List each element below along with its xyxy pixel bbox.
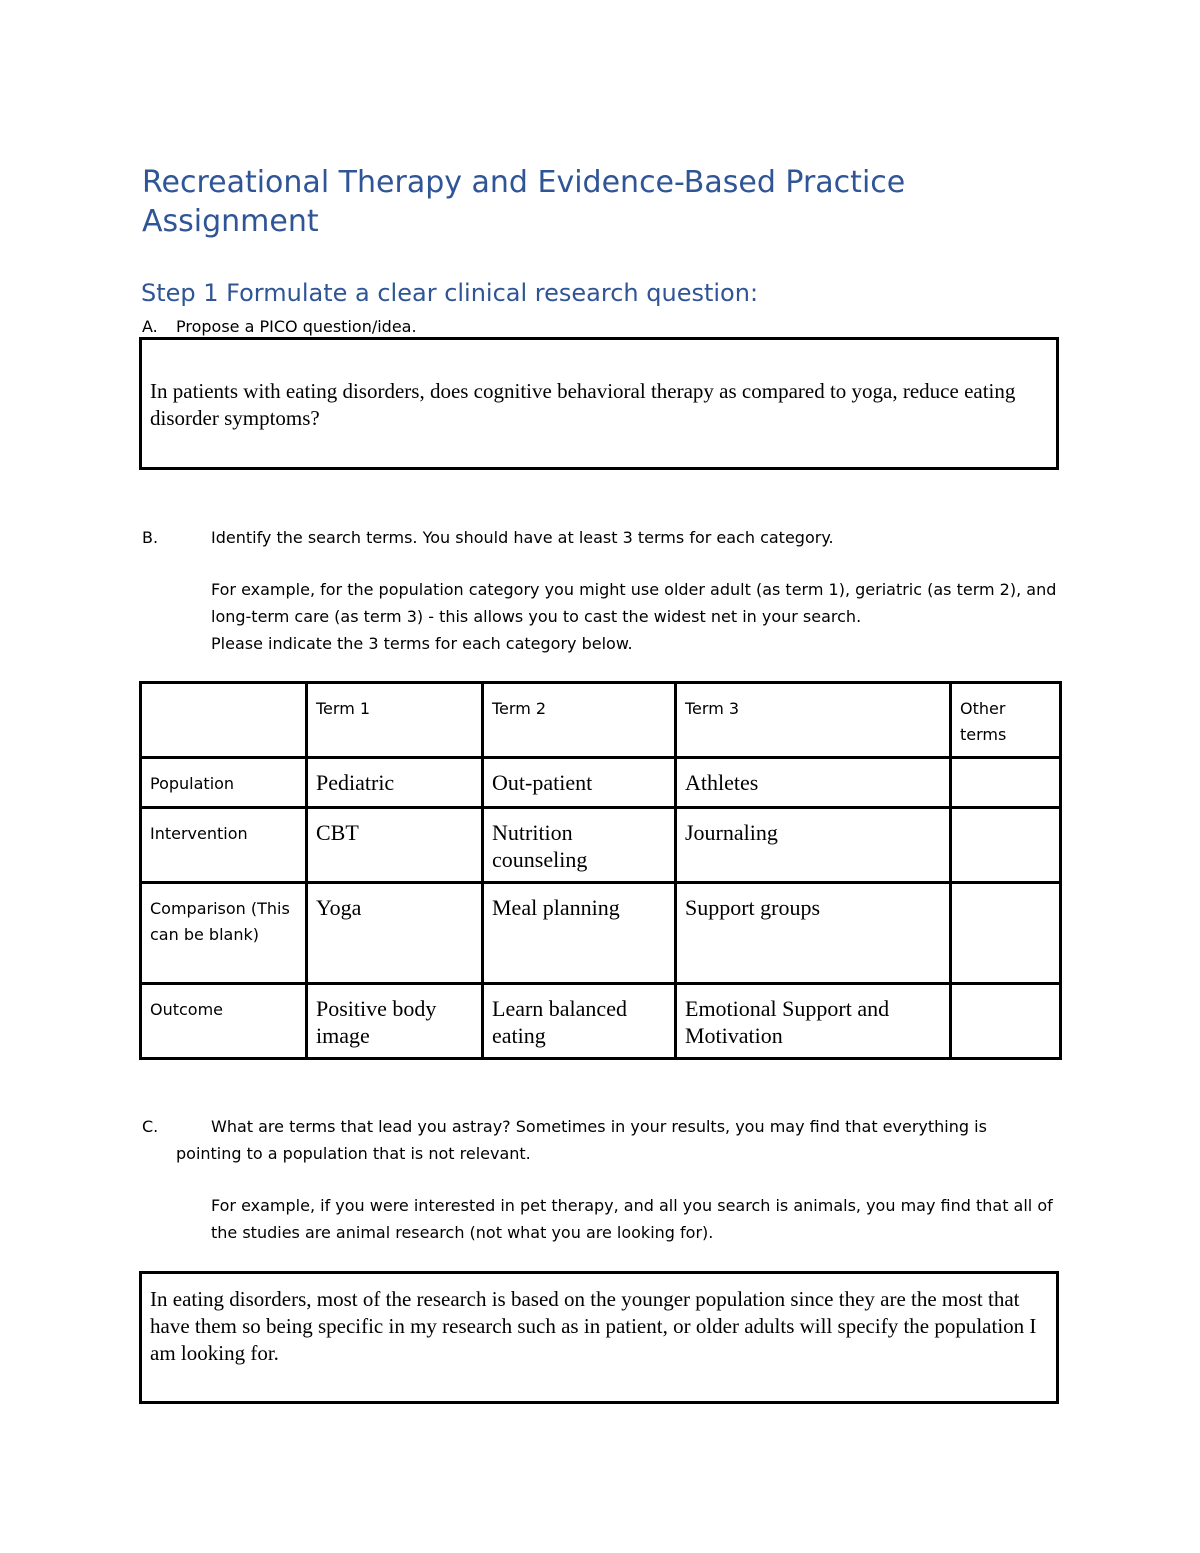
- table-row-outcome: [141, 984, 1061, 1059]
- intervention-term2[interactable]: Nutrition counseling: [483, 808, 676, 883]
- outcome-term1[interactable]: Positive body image: [307, 984, 483, 1059]
- row-label-outcome: Outcome: [141, 984, 307, 1059]
- search-terms-table: [139, 681, 1062, 1060]
- outcome-term2[interactable]: Learn balanced eating: [483, 984, 676, 1059]
- section-b-example: For example, for the population category you might use older adult (as term 1), geriatric (as term 2), and long-term care (as term 3) - this allows you to cast the widest net in your search.: [211, 580, 1057, 626]
- table-header-row: [141, 683, 1061, 758]
- table-row-population: [141, 758, 1061, 808]
- step1-heading: Step 1 Formulate a clear clinical research question:: [141, 279, 759, 307]
- population-term3[interactable]: Athletes: [676, 758, 951, 808]
- row-label-population: Population: [141, 758, 307, 808]
- pico-answer-box[interactable]: [139, 337, 1059, 470]
- population-term1[interactable]: Pediatric: [307, 758, 483, 808]
- population-term2[interactable]: Out-patient: [483, 758, 676, 808]
- astray-terms-answer-text: In eating disorders, most of the research is based on the younger population since they are the most that have them so being specific in my research such as in patient, or older adults will specify the population I am looking for.: [150, 1287, 1037, 1365]
- row-label-comparison: Comparison (This can be blank): [141, 883, 307, 984]
- section-a-prompt: Propose a PICO question/idea.: [176, 317, 417, 336]
- pico-answer-text: In patients with eating disorders, does cognitive behavioral therapy as compared to yoga, reduce eating disorder symptoms?: [150, 379, 1016, 430]
- table-header-term1: Term 1: [307, 683, 483, 758]
- section-a-letter: A.: [142, 317, 158, 336]
- intervention-term3[interactable]: Journaling: [676, 808, 951, 883]
- table-row-intervention: [141, 808, 1061, 883]
- population-other[interactable]: [951, 758, 1061, 808]
- section-c-example: For example, if you were interested in pet therapy, and all you search is animals, you may find that all of the studies are animal research (not what you are looking for).: [211, 1196, 1053, 1242]
- document-title: Recreational Therapy and Evidence-Based Practice Assignment: [142, 165, 906, 239]
- table-header-term2: Term 2: [483, 683, 676, 758]
- comparison-term1[interactable]: Yoga: [307, 883, 483, 984]
- section-b-instruction: Please indicate the 3 terms for each category below.: [211, 634, 633, 653]
- section-c-prompt-line2: pointing to a population that is not relevant.: [176, 1144, 531, 1163]
- outcome-term3[interactable]: Emotional Support and Motivation: [676, 984, 951, 1059]
- intervention-other[interactable]: [951, 808, 1061, 883]
- section-b-letter: B.: [142, 528, 159, 547]
- section-c-prompt-line1: What are terms that lead you astray? Sometimes in your results, you may find that everything is: [211, 1117, 987, 1136]
- table-header-corner: [141, 683, 307, 758]
- astray-terms-answer-box[interactable]: [139, 1271, 1059, 1404]
- row-label-intervention: Intervention: [141, 808, 307, 883]
- table-header-term3: Term 3: [676, 683, 951, 758]
- comparison-term2[interactable]: Meal planning: [483, 883, 676, 984]
- section-b-prompt: Identify the search terms. You should have at least 3 terms for each category.: [211, 528, 834, 547]
- outcome-other[interactable]: [951, 984, 1061, 1059]
- table-header-other: Other terms: [951, 683, 1061, 758]
- comparison-term3[interactable]: Support groups: [676, 883, 951, 984]
- intervention-term1[interactable]: CBT: [307, 808, 483, 883]
- table-row-comparison: [141, 883, 1061, 984]
- comparison-other[interactable]: [951, 883, 1061, 984]
- section-c-letter: C.: [142, 1117, 159, 1136]
